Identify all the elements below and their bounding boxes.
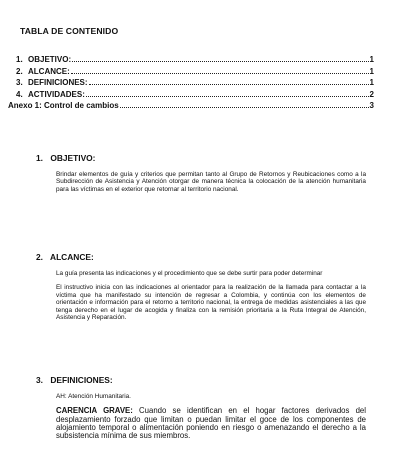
section-number: 3. — [36, 375, 43, 385]
toc-dot-leader — [120, 107, 369, 108]
toc-title: TABLA DE CONTENIDO — [20, 26, 119, 36]
toc-entry-alcance[interactable] — [16, 67, 374, 79]
section-paragraph: El instructivo inicia con las indicaciones al orientador para la realización de la llamada para contactar a la víctima que ha manifestado su intención de regresar a Colombia, y continúa con los elementos de orientación e información para el retorno a territorio nacional, la entrega de medidas asistenciales a las que tenga derecho en el lugar de acogida y finaliza con la remisión prioritaria a la Ruta Integral de Atención, Asistencia y Reparación. — [56, 284, 366, 322]
toc-entry-number: 4. — [16, 89, 23, 99]
toc-dot-leader — [89, 84, 369, 85]
toc-entry-label: OBJETIVO: — [28, 55, 72, 64]
toc-entry-objetivo[interactable] — [16, 55, 374, 67]
definition-term: CARENCIA GRAVE: — [56, 406, 133, 416]
section-paragraph: La guía presenta las indicaciones y el procedimiento que se debe surtir para poder determinar — [56, 270, 323, 277]
toc-entry-label: Anexo 1: Control de cambios — [8, 101, 119, 111]
toc-dot-leader — [71, 73, 369, 74]
section-number: 1. — [36, 153, 43, 163]
section-heading — [36, 375, 366, 385]
section-objetivo — [36, 153, 366, 200]
definition-carencia-grave — [56, 407, 366, 440]
section-heading — [36, 252, 366, 262]
section-number: 2. — [36, 252, 43, 262]
toc-entry-actividades[interactable] — [16, 90, 374, 102]
definition-ah: AH: Atención Humanitaria. — [56, 393, 131, 400]
toc-entry-number: 3. — [16, 78, 23, 88]
section-title: DEFINICIONES: — [50, 375, 113, 385]
section-paragraph: Brindar elementos de guía y criterios que permitan tanto al Grupo de Retornos y Reubicaciones como a la Subdirección de Asistencia y Atención otorgar de manera técnica la colocación de la atención humanitaria para las víctimas en el exterior que retornar al territorio nacional. — [56, 171, 366, 193]
definition-text: Cuando se identifican en el hogar factores derivados del desplazamiento forzado que limitan o puedan limitar el goce de los componentes de alojamiento temporal o alimentación poniendo en riesgo o amenazando el derecho a la subsistencia mínima de sus miembros. — [56, 406, 367, 441]
toc-dot-leader — [72, 61, 368, 62]
toc-dot-leader — [86, 96, 369, 97]
toc-entry-page: 1 — [369, 66, 374, 76]
toc-entry-page: 3 — [369, 101, 374, 111]
section-alcance — [36, 252, 366, 328]
toc-entry-page: 1 — [369, 55, 374, 64]
toc-entry-page: 2 — [369, 89, 374, 99]
toc-entry-page: 1 — [369, 78, 374, 88]
toc-entry-number: 2. — [16, 66, 23, 76]
table-of-contents — [8, 55, 374, 113]
toc-entry-label: DEFINICIONES: — [28, 78, 88, 88]
section-title: OBJETIVO: — [50, 153, 96, 163]
toc-entry-number: 1. — [16, 55, 23, 64]
section-heading — [36, 153, 366, 163]
section-definiciones — [36, 375, 366, 447]
toc-entry-label: ACTIVIDADES: — [28, 89, 85, 99]
section-title: ALCANCE: — [50, 252, 94, 262]
toc-entry-definiciones[interactable] — [16, 78, 374, 90]
toc-entry-annex[interactable] — [8, 101, 374, 113]
toc-entry-label: ALCANCE: — [28, 66, 70, 76]
